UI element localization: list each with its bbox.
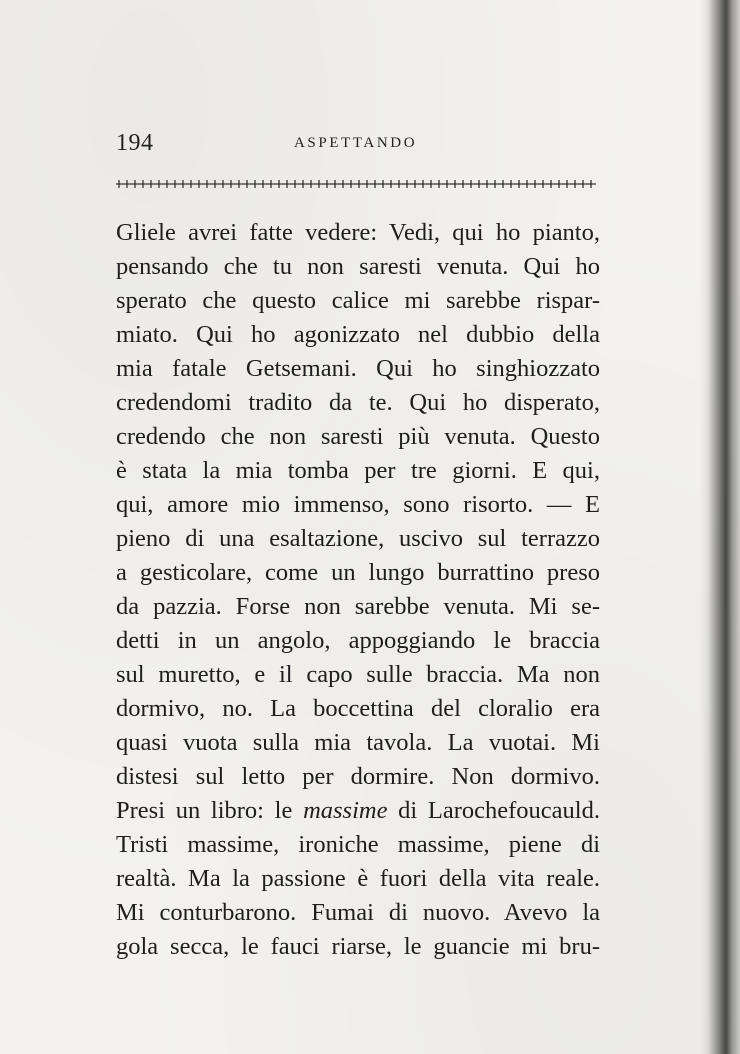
- ornament-mark: [180, 180, 188, 188]
- ornament-mark: [204, 180, 212, 188]
- ornament-mark: [492, 180, 500, 188]
- text-line: pensando che tu non saresti venuta. Qui ho: [116, 253, 600, 280]
- page-header: [116, 128, 606, 162]
- ornament-mark: [444, 180, 452, 188]
- ornament-mark: [220, 180, 228, 188]
- ornament-mark: [548, 180, 556, 188]
- text-segment: di Larochefoucauld.: [387, 797, 600, 824]
- ornamental-divider: [116, 178, 598, 190]
- text-line: Gliele avrei fatte vedere: Vedi, qui ho pianto,: [116, 219, 600, 246]
- ornament-mark: [164, 180, 172, 188]
- text-line: credendomi tradito da te. Qui ho disperato,: [116, 389, 600, 416]
- ornament-mark: [372, 180, 380, 188]
- text-line-with-italic: [116, 794, 600, 828]
- ornament-mark: [268, 180, 276, 188]
- ornament-mark: [364, 180, 372, 188]
- text-segment: Presi un libro: le: [116, 797, 304, 824]
- text-line: sul muretto, e il capo sulle braccia. Ma non: [116, 661, 600, 688]
- text-line: sperato che questo calice mi sarebbe rispar-: [116, 287, 600, 314]
- ornament-mark: [140, 180, 148, 188]
- ornament-mark: [580, 180, 588, 188]
- text-line: credendo che non saresti più venuta. Questo: [116, 423, 600, 450]
- ornament-mark: [172, 180, 180, 188]
- ornament-mark: [316, 180, 324, 188]
- text-line: Tristi massime, ironiche massime, piene di: [116, 831, 600, 858]
- ornament-mark: [284, 180, 292, 188]
- ornament-mark: [380, 180, 388, 188]
- ornament-mark: [356, 180, 364, 188]
- ornament-mark: [404, 180, 412, 188]
- ornament-mark: [324, 180, 332, 188]
- ornament-mark: [500, 180, 508, 188]
- text-line: da pazzia. Forse non sarebbe venuta. Mi se-: [116, 593, 600, 620]
- ornament-mark: [516, 180, 524, 188]
- ornament-mark: [244, 180, 252, 188]
- text-line: a gesticolare, come un lungo burrattino preso: [116, 559, 600, 586]
- ornament-mark: [236, 180, 244, 188]
- text-line: Mi conturbarono. Fumai di nuovo. Avevo la: [116, 899, 600, 926]
- ornament-mark: [212, 180, 220, 188]
- ornament-mark: [196, 180, 204, 188]
- ornament-mark: [508, 180, 516, 188]
- ornament-mark: [156, 180, 164, 188]
- text-line: distesi sul letto per dormire. Non dormivo.: [116, 763, 600, 790]
- ornament-mark: [116, 180, 124, 188]
- ornament-mark: [260, 180, 268, 188]
- ornament-mark: [436, 180, 444, 188]
- ornament-mark: [572, 180, 580, 188]
- text-line: realtà. Ma la passione è fuori della vita reale.: [116, 865, 600, 892]
- ornament-mark: [188, 180, 196, 188]
- ornament-mark: [556, 180, 564, 188]
- ornament-mark: [532, 180, 540, 188]
- ornament-mark: [524, 180, 532, 188]
- ornament-mark: [252, 180, 260, 188]
- text-line: pieno di una esaltazione, uscivo sul terrazzo: [116, 525, 600, 552]
- page-binding-edge: [700, 0, 740, 1054]
- body-text: [116, 216, 600, 964]
- text-line: detti in un angolo, appoggiando le braccia: [116, 627, 600, 654]
- ornament-mark: [308, 180, 316, 188]
- ornament-mark: [468, 180, 476, 188]
- ornament-mark: [124, 180, 132, 188]
- ornament-mark: [540, 180, 548, 188]
- text-line: qui, amore mio immenso, sono risorto. — E: [116, 491, 600, 518]
- ornament-mark: [484, 180, 492, 188]
- ornament-mark: [276, 180, 284, 188]
- italic-term: massime: [303, 797, 388, 824]
- text-line: gola secca, le fauci riarse, le guancie mi bru-: [116, 933, 600, 960]
- ornament-mark: [340, 180, 348, 188]
- ornament-mark: [452, 180, 460, 188]
- ornament-mark: [388, 180, 396, 188]
- ornament-mark: [332, 180, 340, 188]
- ornament-mark: [300, 180, 308, 188]
- ornament-mark: [420, 180, 428, 188]
- ornament-mark: [428, 180, 436, 188]
- ornament-mark: [228, 180, 236, 188]
- ornament-mark: [588, 180, 596, 188]
- text-line: è stata la mia tomba per tre giorni. E qui,: [116, 457, 600, 484]
- ornament-mark: [476, 180, 484, 188]
- ornament-mark: [292, 180, 300, 188]
- text-line: miato. Qui ho agonizzato nel dubbio della: [116, 321, 600, 348]
- ornament-mark: [348, 180, 356, 188]
- ornament-mark: [132, 180, 140, 188]
- text-line: dormivo, no. La boccettina del cloralio era: [116, 695, 600, 722]
- ornament-mark: [564, 180, 572, 188]
- running-title: ASPETTANDO: [294, 135, 418, 151]
- text-line: quasi vuota sulla mia tavola. La vuotai. Mi: [116, 729, 600, 756]
- ornament-mark: [396, 180, 404, 188]
- ornament-mark: [148, 180, 156, 188]
- ornament-mark: [412, 180, 420, 188]
- page-number: 194: [116, 130, 154, 156]
- text-line: mia fatale Getsemani. Qui ho singhiozzato: [116, 355, 600, 382]
- ornament-mark: [460, 180, 468, 188]
